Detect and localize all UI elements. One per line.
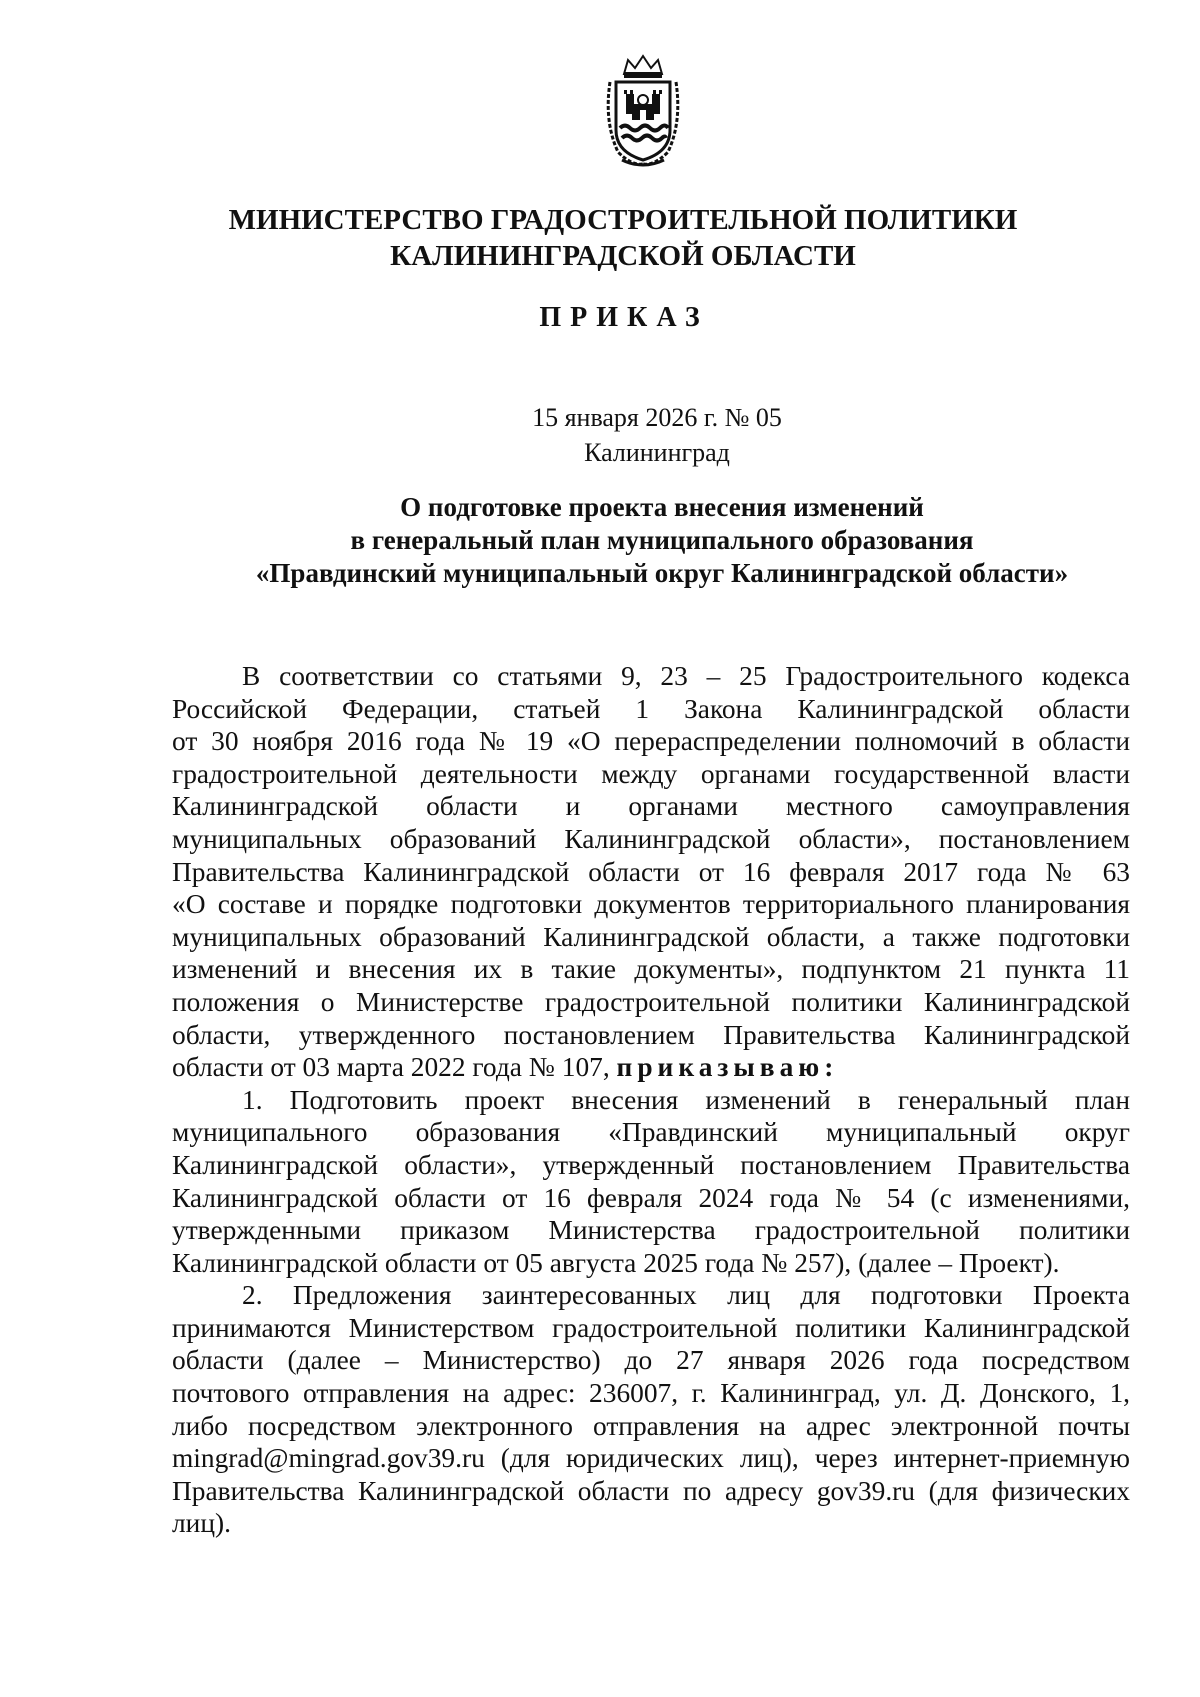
- preamble-last-line: [172, 1051, 1130, 1084]
- date-number: 15 января 2026 г. № 05: [532, 403, 782, 432]
- preamble-line: положения о Министерстве градостроительной политики Калининградской: [172, 986, 1130, 1017]
- item-1-line: 1. Подготовить проект внесения изменений в генеральный план: [242, 1084, 1130, 1115]
- preamble-line: Российской Федерации, статьей 1 Закона Калининградской области: [172, 693, 1130, 724]
- item-2-paragraph: [172, 1279, 1130, 1540]
- item-2-line: области (далее – Министерство) до 27 января 2026 года посредством: [172, 1345, 1130, 1376]
- order-title-text: ПРИКАЗ: [539, 302, 709, 333]
- preamble-line: градостроительной деятельности между органами государственной власти: [172, 758, 1130, 789]
- document-meta: [0, 400, 1200, 470]
- item-2-line: 2. Предложения заинтересованных лиц для подготовки Проекта: [242, 1280, 1130, 1311]
- document-body: [172, 660, 1130, 1540]
- preamble-line: от 30 ноября 2016 года № 19 «О перераспределении полномочий в области: [172, 726, 1130, 757]
- ministry-header: [0, 202, 1200, 274]
- city: Калининград: [584, 438, 730, 467]
- preamble-last-text: области от 03 марта 2022 года № 107,: [172, 1052, 610, 1083]
- item-1-line: утвержденными приказом Министерства градостроительной политики: [172, 1215, 1130, 1246]
- preamble-line: изменений и внесения их в такие документы», подпунктом 21 пункта 11: [172, 954, 1130, 985]
- item-1-line: муниципального образования «Правдинский муниципальный округ: [172, 1117, 1130, 1148]
- ministry-name-line1: МИНИСТЕРСТВО ГРАДОСТРОИТЕЛЬНОЙ ПОЛИТИКИ: [228, 204, 1018, 236]
- document-type-title: [0, 302, 1200, 334]
- preamble-line: муниципальных образований Калининградской области», постановлением: [172, 823, 1130, 854]
- item-1-line: Калининградской области», утвержденный постановлением Правительства: [172, 1149, 1130, 1180]
- item-1-line: Калининградской области от 16 февраля 2024 года № 54 (с изменениями,: [172, 1182, 1130, 1213]
- ministry-name-line2: КАЛИНИНГРАДСКОЙ ОБЛАСТИ: [390, 240, 856, 272]
- preamble-line: В соответствии со статьями 9, 23 – 25 Градостроительного кодекса: [242, 661, 1130, 691]
- preamble-line: Калининградской области и органами местного самоуправления: [172, 791, 1130, 822]
- subject-line3: «Правдинский муниципальный округ Калининградской области»: [255, 558, 1069, 588]
- subject-line1: О подготовке проекта внесения изменений: [400, 492, 924, 522]
- subject-line2: в генеральный план муниципального образования: [350, 525, 974, 555]
- item-2-line: Правительства Калининградской области по адресу gov39.ru (для физических: [172, 1475, 1130, 1506]
- preamble-line: области, утвержденного постановлением Правительства Калининградской: [172, 1019, 1130, 1050]
- preamble-line: Правительства Калининградской области от 16 февраля 2017 года № 63: [172, 856, 1130, 887]
- document-subject: [0, 491, 1200, 590]
- item-2-line: mingrad@mingrad.gov39.ru (для юридических лиц), через интернет-приемную: [172, 1443, 1130, 1474]
- item-1-paragraph: [172, 1084, 1130, 1280]
- item-2-line: принимаются Министерством градостроительной политики Калининградской: [172, 1312, 1130, 1343]
- preamble-line: муниципальных образований Калининградской области, а также подготовки: [172, 921, 1130, 952]
- item-2-line: либо посредством электронного отправления на адрес электронной почты: [172, 1410, 1130, 1441]
- coat-of-arms-icon: [602, 52, 684, 170]
- item-2-last-line: лиц).: [172, 1508, 231, 1539]
- item-2-line: почтового отправления на адрес: 236007, г. Калининград, ул. Д. Донского, 1,: [172, 1378, 1130, 1409]
- preamble-line: «О составе и порядке подготовки документов территориального планирования: [172, 889, 1130, 920]
- orders-word: приказываю:: [616, 1052, 839, 1083]
- item-1-last-line: Калининградской области от 05 августа 2025 года № 257), (далее – Проект).: [172, 1247, 1060, 1278]
- preamble-paragraph: [172, 660, 1130, 1084]
